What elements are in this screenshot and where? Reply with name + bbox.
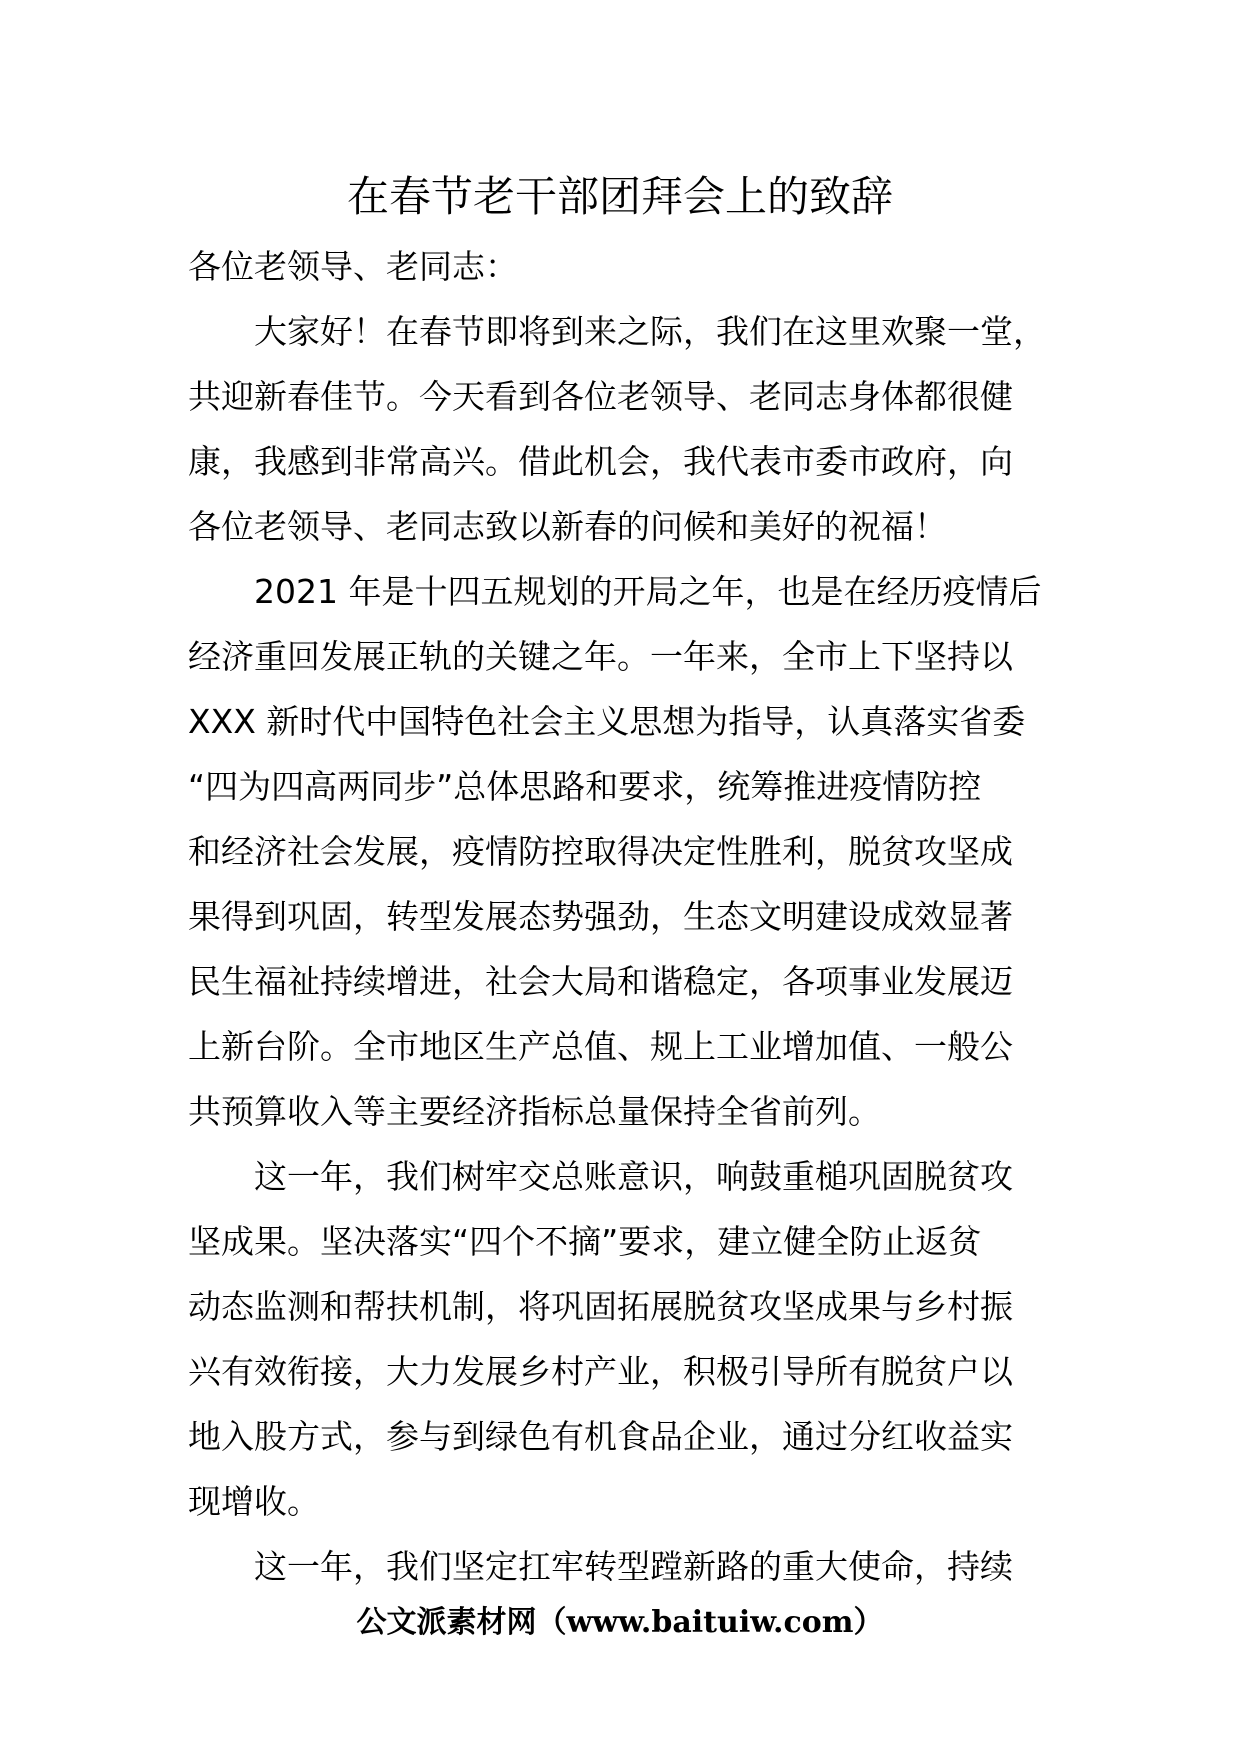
document-title: 在春节老干部团拜会上的致辞: [346, 172, 893, 221]
body-line: 动态监测和帮扶机制，将巩固拓展脱贫攻坚成果与乡村振: [188, 1287, 1013, 1326]
document-body: [188, 234, 1060, 1599]
body-line: 经济重回发展正轨的关键之年。一年来，全市上下坚持以: [188, 637, 1013, 676]
body-line: 兴有效衔接，大力发展乡村产业，积极引导所有脱贫户以: [188, 1352, 1013, 1391]
body-line: 和经济社会发展，疫情防控取得决定性胜利，脱贫攻坚成: [188, 832, 1013, 871]
body-line: 共预算收入等主要经济指标总量保持全省前列。: [188, 1092, 881, 1131]
salutation: 各位老领导、老同志：: [188, 247, 518, 286]
body-line: 民生福祉持续增进，社会大局和谐稳定，各项事业发展迈: [188, 962, 1013, 1001]
footer-watermark: 公文派素材网（www.baituiw.com）: [356, 1605, 884, 1640]
body-line: 2021 年是十四五规划的开局之年，也是在经历疫情后: [254, 572, 1042, 611]
body-line: 上新台阶。全市地区生产总值、规上工业增加值、一般公: [188, 1027, 1013, 1066]
body-line: 康，我感到非常高兴。借此机会，我代表市委市政府，向: [188, 442, 1013, 481]
body-line: 各位老领导、老同志致以新春的问候和美好的祝福！: [188, 507, 947, 546]
body-line: 坚成果。坚决落实“四个不摘”要求，建立健全防止返贫: [188, 1222, 982, 1261]
body-line: 现增收。: [188, 1482, 320, 1521]
body-line: 这一年，我们坚定扛牢转型蹚新路的重大使命，持续: [254, 1547, 1013, 1586]
body-line: 共迎新春佳节。今天看到各位老领导、老同志身体都很健: [188, 377, 1013, 416]
body-line: “四为四高两同步”总体思路和要求，统筹推进疫情防控: [188, 767, 982, 806]
body-line: 这一年，我们树牢交总账意识，响鼓重槌巩固脱贫攻: [254, 1157, 1013, 1196]
body-line: 果得到巩固，转型发展态势强劲，生态文明建设成效显著: [188, 897, 1013, 936]
body-line: 地入股方式，参与到绿色有机食品企业，通过分红收益实: [188, 1417, 1013, 1456]
body-line: XXX 新时代中国特色社会主义思想为指导，认真落实省委: [188, 702, 1026, 741]
body-line: 大家好！在春节即将到来之际，我们在这里欢聚一堂，: [254, 312, 1046, 351]
